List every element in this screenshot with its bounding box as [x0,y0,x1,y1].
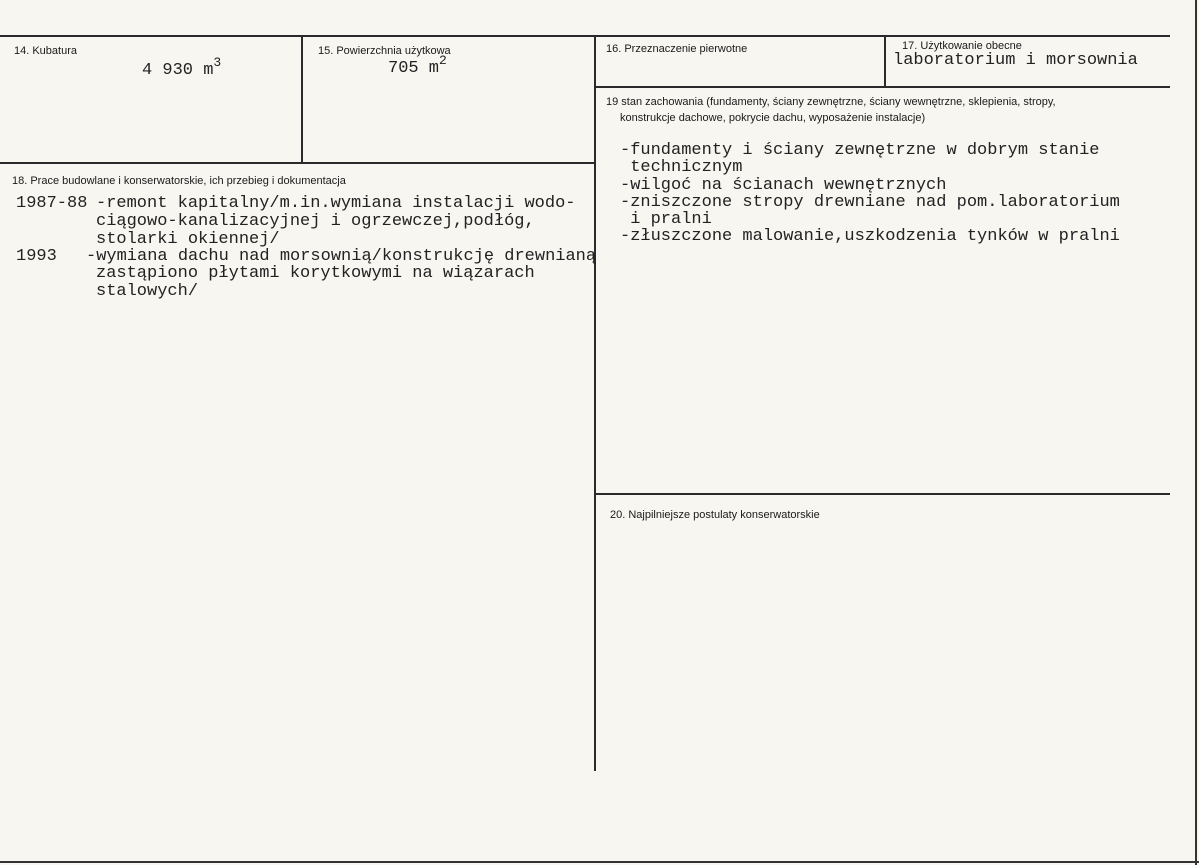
field-19-label-line-1: 19 stan zachowania (fundamenty, ściany zewnętrzne, ściany wewnętrzne, sklepienia, stropy, [606,96,1056,108]
field-19-line-6: -złuszczone malowanie,uszkodzenia tynków w pralni [620,227,1120,246]
field-14-value: 4 930 $m^3$ [142,55,222,80]
divider-16-17 [884,35,886,88]
divider-main-vertical [594,35,596,771]
field-17-value: laboratorium i morsownia [893,51,1138,70]
field-19-line-2: technicznym [620,158,743,177]
divider-19-20 [594,493,1170,495]
divider-top [0,35,1170,37]
field-18-entry-1-line-1: -remont kapitalny/m.in.wymiana instalacji wodo- [96,194,576,213]
field-18-entry-1-line-2: ciągowo-kanalizacyjnej i ogrzewczej,podłóg, [96,212,535,231]
field-19-line-4: -zniszczone stropy drewniane nad pom.laboratorium [620,193,1120,212]
field-19-line-5: i pralni [620,210,712,229]
field-18-entry-2-line-1: -wymiana dachu nad morsownią/konstrukcję drewnianą [86,247,597,266]
card-border-bottom [0,861,1199,863]
divider-row1-left [0,162,596,164]
divider-row1-right [594,86,1170,88]
field-15-label: 15. Powierzchnia użytkowa [318,45,451,57]
field-14-label: 14. Kubatura [14,45,77,57]
field-18-entry-1-year: 1987-88 [16,194,88,213]
divider-14-15 [301,35,303,164]
field-19-line-3: -wilgoć na ścianach wewnętrznych [620,176,947,195]
field-19-label-line-2: konstrukcje dachowe, pokrycie dachu, wyposażenie instalacje) [620,112,926,124]
field-16-label: 16. Przeznaczenie pierwotne [606,43,748,55]
field-18-entry-1-line-3: stolarki okiennej/ [96,230,280,249]
field-18-label: 18. Prace budowlane i konserwatorskie, ich przebieg i dokumentacja [12,175,346,187]
field-19-line-1: -fundamenty i ściany zewnętrzne w dobrym stanie [620,141,1100,160]
field-18-entry-2-line-2: zastąpiono płytami korytkowymi na wiązarach [96,264,535,283]
field-17-label: 17. Użytkowanie obecne [902,40,1022,52]
field-20-label: 20. Najpilniejsze postulaty konserwatorskie [610,509,820,521]
field-18-entry-2-line-3: stalowych/ [96,282,199,301]
field-15-value: 705 $m^2$ [388,53,447,78]
field-18-entry-2-year: 1993 [16,247,57,266]
card-border-right [1195,0,1197,865]
